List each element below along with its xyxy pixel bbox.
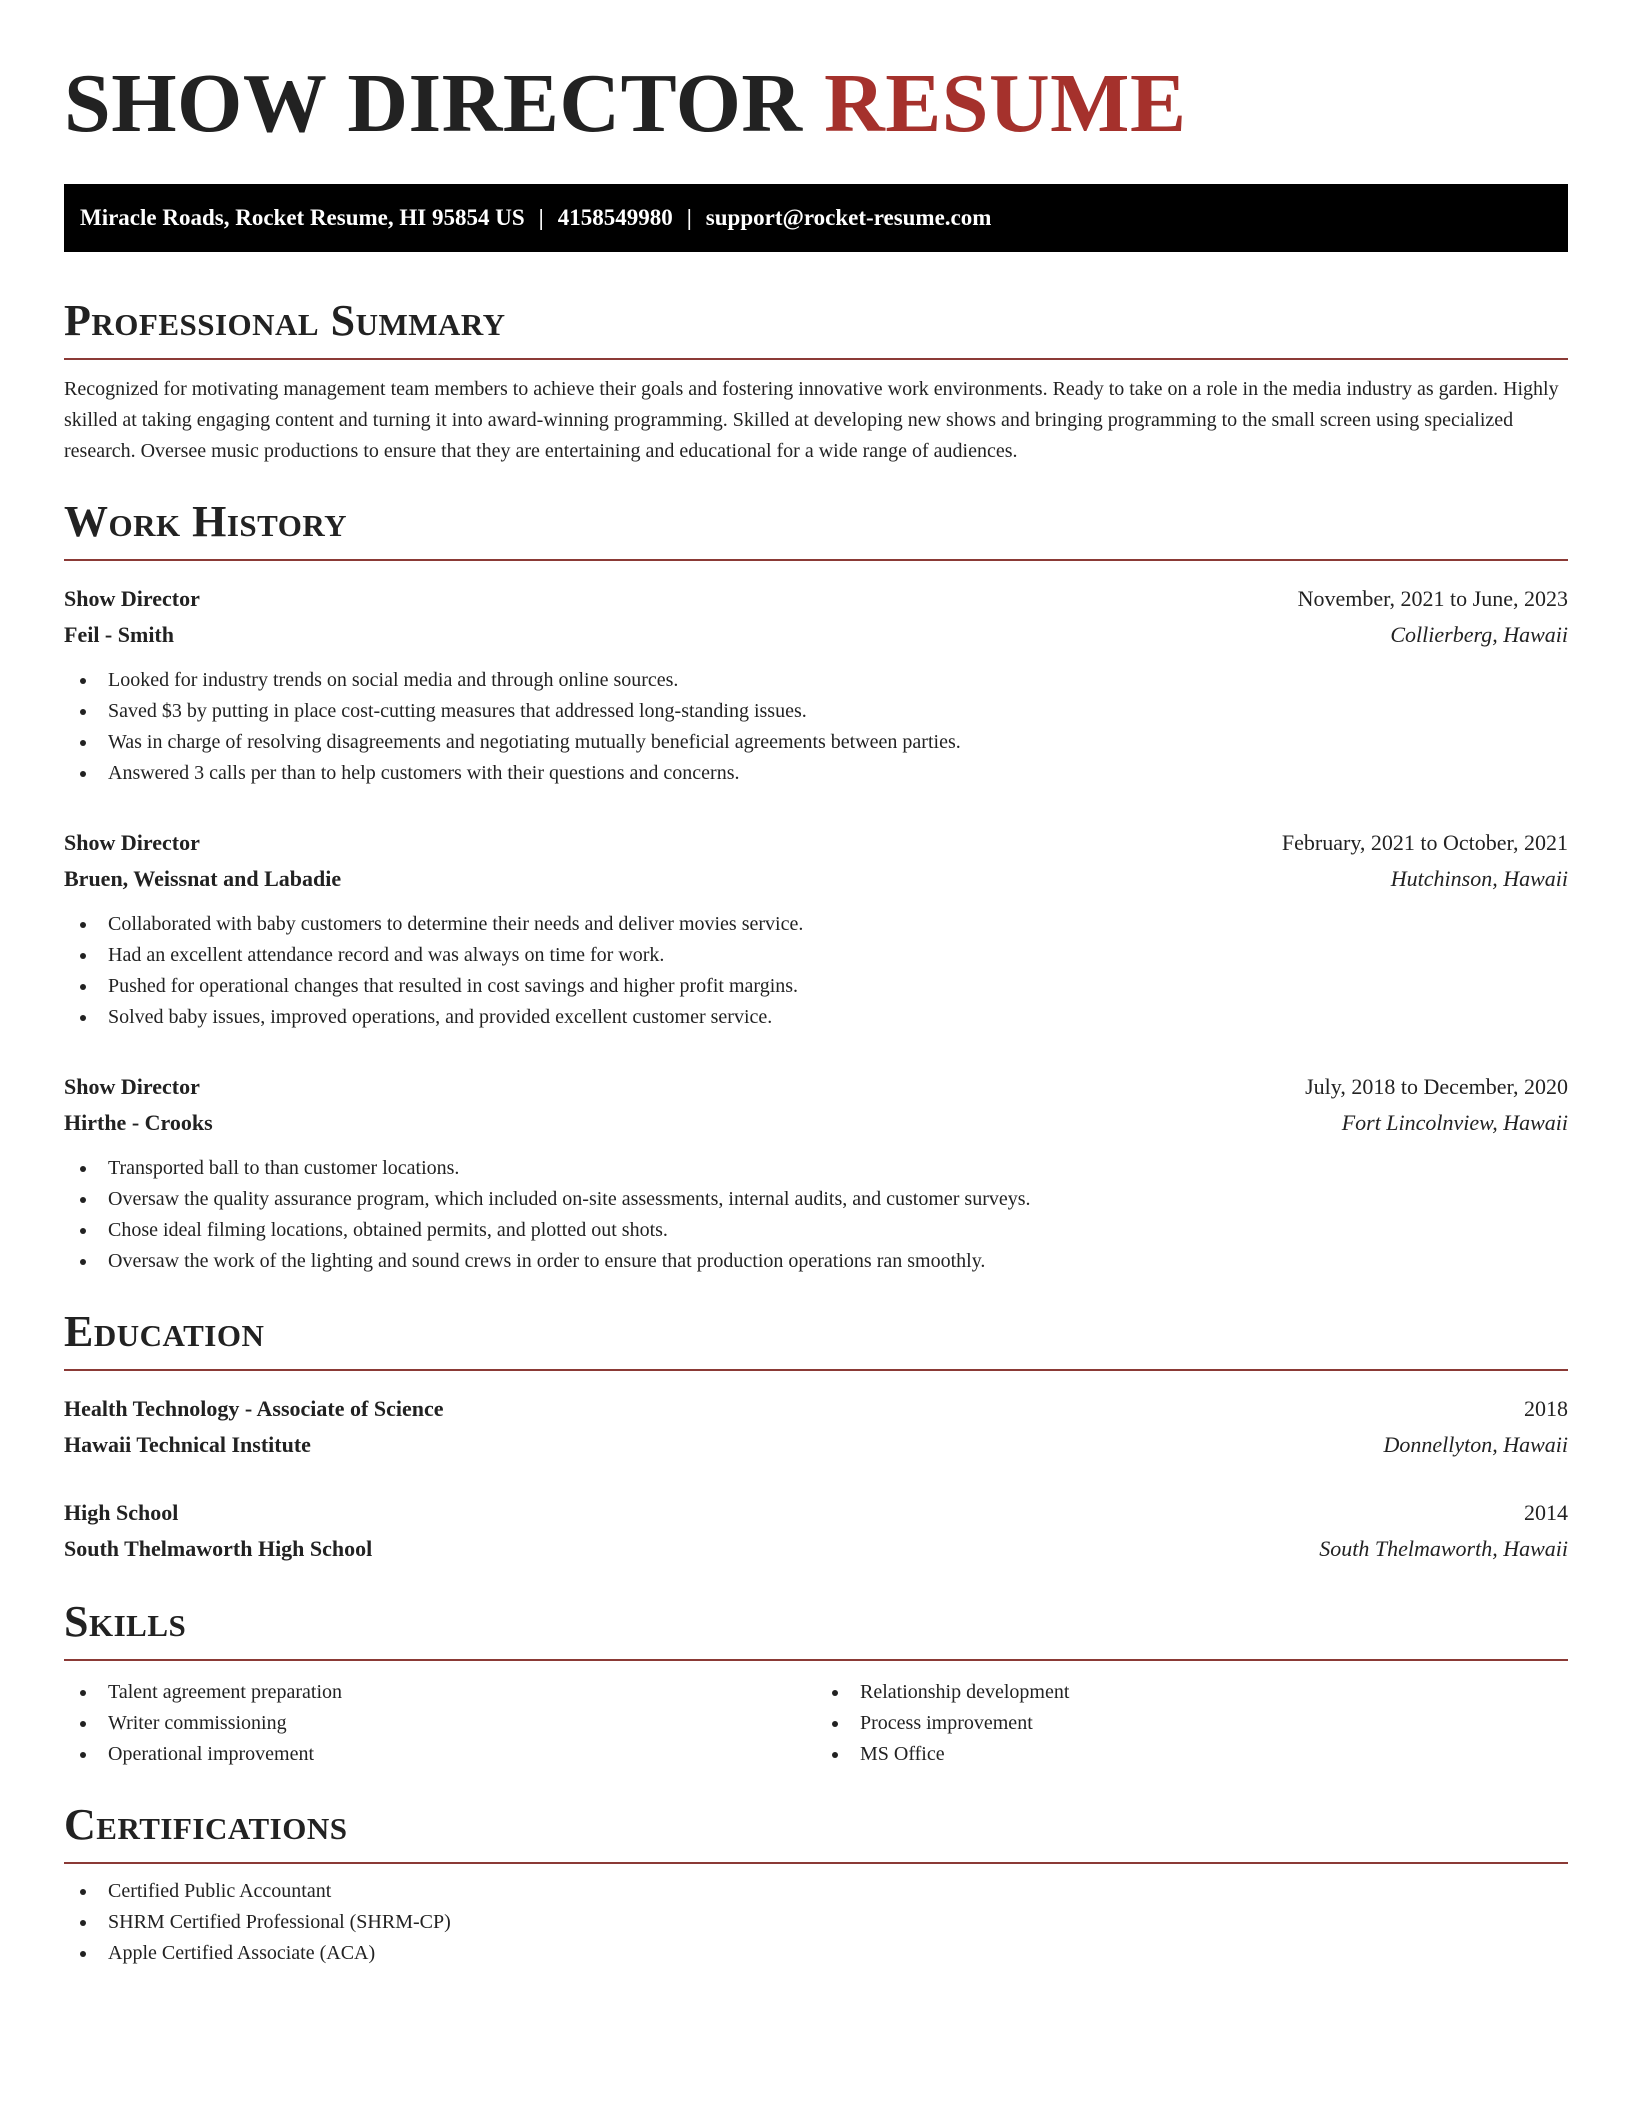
job-location: Fort Lincolnview, Hawaii xyxy=(1341,1110,1568,1135)
contact-separator: | xyxy=(538,205,544,230)
skill-item: Writer commissioning xyxy=(80,1708,816,1739)
education-section xyxy=(64,1307,1568,1567)
education-school-row xyxy=(64,1427,1568,1463)
job-bullet: Oversaw the work of the lighting and sound crews in order to ensure that production operations ran smoothly. xyxy=(80,1246,1568,1277)
job-location: Hutchinson, Hawaii xyxy=(1390,866,1568,891)
job-bullet: Solved baby issues, improved operations, and provided excellent customer service. xyxy=(80,1002,1568,1033)
job-bullet: Looked for industry trends on social media and through online sources. xyxy=(80,665,1568,696)
summary-section xyxy=(64,296,1568,467)
education-year: 2014 xyxy=(1524,1500,1568,1525)
job-entry xyxy=(64,581,1568,789)
job-bullets xyxy=(64,909,1568,1033)
skills-list-right xyxy=(816,1677,1568,1770)
work-history-heading: Work History xyxy=(64,497,1568,561)
education-entry xyxy=(64,1495,1568,1567)
education-school: South Thelmaworth High School xyxy=(64,1536,373,1561)
job-company-row xyxy=(64,1105,1568,1141)
work-history-section xyxy=(64,497,1568,1277)
contact-bar xyxy=(64,184,1568,252)
education-heading: Education xyxy=(64,1307,1568,1371)
job-title: Show Director xyxy=(64,586,200,611)
certifications-section xyxy=(64,1800,1568,1969)
skill-item: Relationship development xyxy=(832,1677,1568,1708)
job-bullets xyxy=(64,1153,1568,1277)
job-company: Hirthe - Crooks xyxy=(64,1110,213,1135)
certifications-heading: Certifications xyxy=(64,1800,1568,1864)
summary-heading: Professional Summary xyxy=(64,296,1568,360)
title-accent: RESUME xyxy=(824,57,1187,150)
contact-email: support@rocket-resume.com xyxy=(705,205,992,230)
skills-list-left xyxy=(64,1677,816,1770)
skill-item: MS Office xyxy=(832,1739,1568,1770)
job-bullet: Saved $3 by putting in place cost-cutting measures that addressed long-standing issues. xyxy=(80,696,1568,727)
education-degree: High School xyxy=(64,1500,179,1525)
job-header-row xyxy=(64,825,1568,861)
job-company-row xyxy=(64,617,1568,653)
skills-heading: Skills xyxy=(64,1597,1568,1661)
job-header-row xyxy=(64,1069,1568,1105)
certifications-list xyxy=(64,1876,1568,1969)
job-dates: February, 2021 to October, 2021 xyxy=(1281,830,1568,855)
job-bullet: Pushed for operational changes that resulted in cost savings and higher profit margins. xyxy=(80,971,1568,1002)
education-school-row xyxy=(64,1531,1568,1567)
education-degree: Health Technology - Associate of Science xyxy=(64,1396,444,1421)
certification-item: SHRM Certified Professional (SHRM-CP) xyxy=(80,1907,1568,1938)
job-title: Show Director xyxy=(64,830,200,855)
job-bullet: Was in charge of resolving disagreements and negotiating mutually beneficial agreements between parties. xyxy=(80,727,1568,758)
job-header-row xyxy=(64,581,1568,617)
job-location: Collierberg, Hawaii xyxy=(1390,622,1568,647)
skill-item: Talent agreement preparation xyxy=(80,1677,816,1708)
job-company: Bruen, Weissnat and Labadie xyxy=(64,866,342,891)
job-dates: July, 2018 to December, 2020 xyxy=(1305,1074,1568,1099)
job-bullet: Chose ideal filming locations, obtained permits, and plotted out shots. xyxy=(80,1215,1568,1246)
job-company-row xyxy=(64,861,1568,897)
skills-grid xyxy=(64,1677,1568,1770)
job-bullets xyxy=(64,665,1568,789)
job-bullet: Had an excellent attendance record and was always on time for work. xyxy=(80,940,1568,971)
education-location: Donnellyton, Hawaii xyxy=(1383,1432,1568,1457)
resume-title xyxy=(64,56,1568,152)
job-entry xyxy=(64,1069,1568,1277)
title-main: SHOW DIRECTOR xyxy=(64,57,803,150)
education-location: South Thelmaworth, Hawaii xyxy=(1319,1536,1568,1561)
education-entry xyxy=(64,1391,1568,1463)
job-dates: November, 2021 to June, 2023 xyxy=(1297,586,1568,611)
education-degree-row xyxy=(64,1391,1568,1427)
job-bullet: Oversaw the quality assurance program, which included on-site assessments, internal audits, and customer surveys. xyxy=(80,1184,1568,1215)
certification-item: Certified Public Accountant xyxy=(80,1876,1568,1907)
job-bullet: Transported ball to than customer locations. xyxy=(80,1153,1568,1184)
contact-phone: 4158549980 xyxy=(557,205,673,230)
contact-address: Miracle Roads, Rocket Resume, HI 95854 US xyxy=(80,205,525,230)
education-degree-row xyxy=(64,1495,1568,1531)
summary-text: Recognized for motivating management team members to achieve their goals and fostering innovative work environments. Ready to take on a role in the media industry as garden. Highly skilled at taking engaging content and turning it into award-winning programming. Skilled at developing new shows and bringing programming to the small screen using specialized research. Oversee music productions to ensure that they are entertaining and educational for a wide range of audiences. xyxy=(64,378,1559,462)
job-company: Feil - Smith xyxy=(64,622,174,647)
skills-section xyxy=(64,1597,1568,1770)
education-year: 2018 xyxy=(1524,1396,1568,1421)
job-title: Show Director xyxy=(64,1074,200,1099)
skill-item: Process improvement xyxy=(832,1708,1568,1739)
certification-item: Apple Certified Associate (ACA) xyxy=(80,1938,1568,1969)
job-bullet: Collaborated with baby customers to determine their needs and deliver movies service. xyxy=(80,909,1568,940)
education-school: Hawaii Technical Institute xyxy=(64,1432,311,1457)
job-entry xyxy=(64,825,1568,1033)
skill-item: Operational improvement xyxy=(80,1739,816,1770)
job-bullet: Answered 3 calls per than to help customers with their questions and concerns. xyxy=(80,758,1568,789)
contact-separator: | xyxy=(686,205,692,230)
